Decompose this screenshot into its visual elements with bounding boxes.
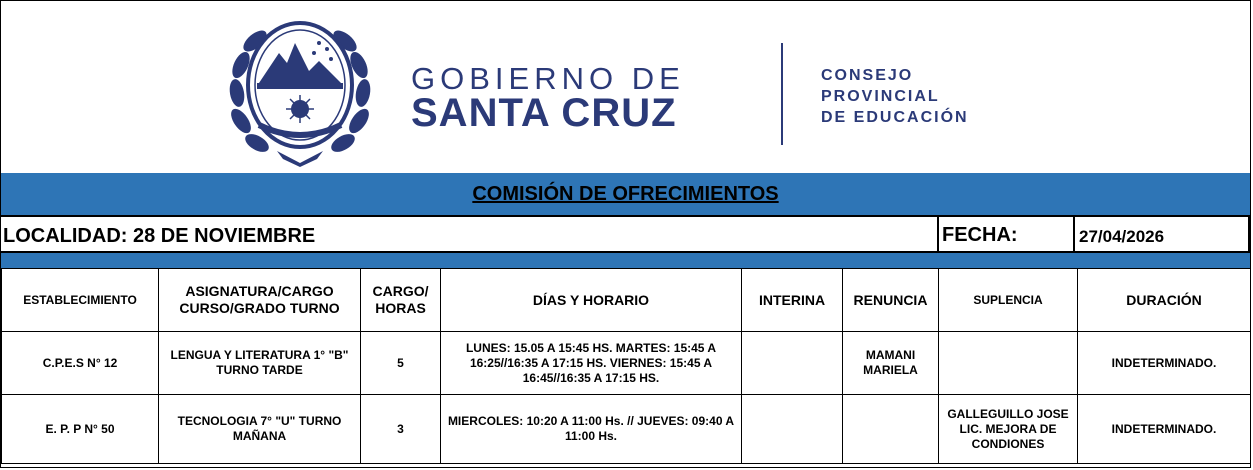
cell-asignatura: TECNOLOGIA 7° "U" TURNO MAÑANA xyxy=(159,395,361,464)
consejo-line-1: CONSEJO xyxy=(821,67,914,84)
header-asignatura xyxy=(159,269,361,332)
header-asignatura-line2: CURSO/GRADO TURNO xyxy=(179,300,340,316)
gobierno-wordmark xyxy=(411,63,685,133)
header-establecimiento: ESTABLECIMIENTO xyxy=(2,269,159,332)
header-suplencia: SUPLENCIA xyxy=(939,269,1078,332)
cell-interina xyxy=(742,332,843,395)
cell-horas: 5 xyxy=(361,332,441,395)
localidad-row xyxy=(1,215,1250,253)
gobierno-line: GOBIERNO DE xyxy=(411,61,685,96)
provincial-seal-logo xyxy=(219,13,381,167)
santa-cruz-line: SANTA CRUZ xyxy=(411,91,677,135)
table-row xyxy=(2,395,1251,464)
cell-suplencia xyxy=(939,332,1078,395)
cell-divider xyxy=(1248,217,1250,251)
cell-establecimiento: E. P. P N° 50 xyxy=(2,395,159,464)
consejo-wordmark xyxy=(821,65,969,128)
separator-band xyxy=(1,253,1250,268)
header-duracion: DURACIÓN xyxy=(1078,269,1251,332)
cell-renuncia xyxy=(843,395,939,464)
cell-renuncia: MAMANI MARIELA xyxy=(843,332,939,395)
cell-suplencia: GALLEGUILLO JOSE LIC. MEJORA DE CONDIONES xyxy=(939,395,1078,464)
header-divider xyxy=(781,43,783,145)
cell-divider xyxy=(1073,217,1075,251)
consejo-line-2: PROVINCIAL xyxy=(821,88,940,105)
header-cargo-line2: HORAS xyxy=(375,300,426,316)
table-row xyxy=(2,332,1251,395)
localidad-label: LOCALIDAD: 28 DE NOVIEMBRE xyxy=(3,225,316,247)
letterhead xyxy=(1,1,1250,173)
header-dias-horario: DÍAS Y HORARIO xyxy=(441,269,742,332)
cell-establecimiento: C.P.E.S N° 12 xyxy=(2,332,159,395)
header-cargo-line1: CARGO/ xyxy=(372,283,429,299)
ofrecimientos-table xyxy=(1,268,1251,464)
header-asignatura-line1: ASIGNATURA/CARGO xyxy=(185,283,334,299)
header-cargo-horas xyxy=(361,269,441,332)
header-renuncia: RENUNCIA xyxy=(843,269,939,332)
fecha-value: 27/04/2026 xyxy=(1079,227,1165,246)
cell-dias-horario: LUNES: 15.05 A 15:45 HS. MARTES: 15:45 A 16:25//16:35 A 17:15 HS. VIERNES: 15:45 A 16:45//16:35 A 17:15 HS. xyxy=(441,332,742,395)
header-interina: INTERINA xyxy=(742,269,843,332)
document-title: COMISIÓN DE OFRECIMIENTOS xyxy=(472,183,779,205)
cell-asignatura: LENGUA Y LITERATURA 1° "B" TURNO TARDE xyxy=(159,332,361,395)
cell-horas: 3 xyxy=(361,395,441,464)
cell-divider xyxy=(937,217,939,251)
fecha-label: FECHA: xyxy=(942,224,1018,246)
cell-duracion: INDETERMINADO. xyxy=(1078,332,1251,395)
table-header-row xyxy=(2,269,1251,332)
cell-duracion: INDETERMINADO. xyxy=(1078,395,1251,464)
cell-dias-horario: MIERCOLES: 10:20 A 11:00 Hs. // JUEVES: 09:40 A 11:00 Hs. xyxy=(441,395,742,464)
consejo-line-3: DE EDUCACIÓN xyxy=(821,109,969,126)
cell-interina xyxy=(742,395,843,464)
